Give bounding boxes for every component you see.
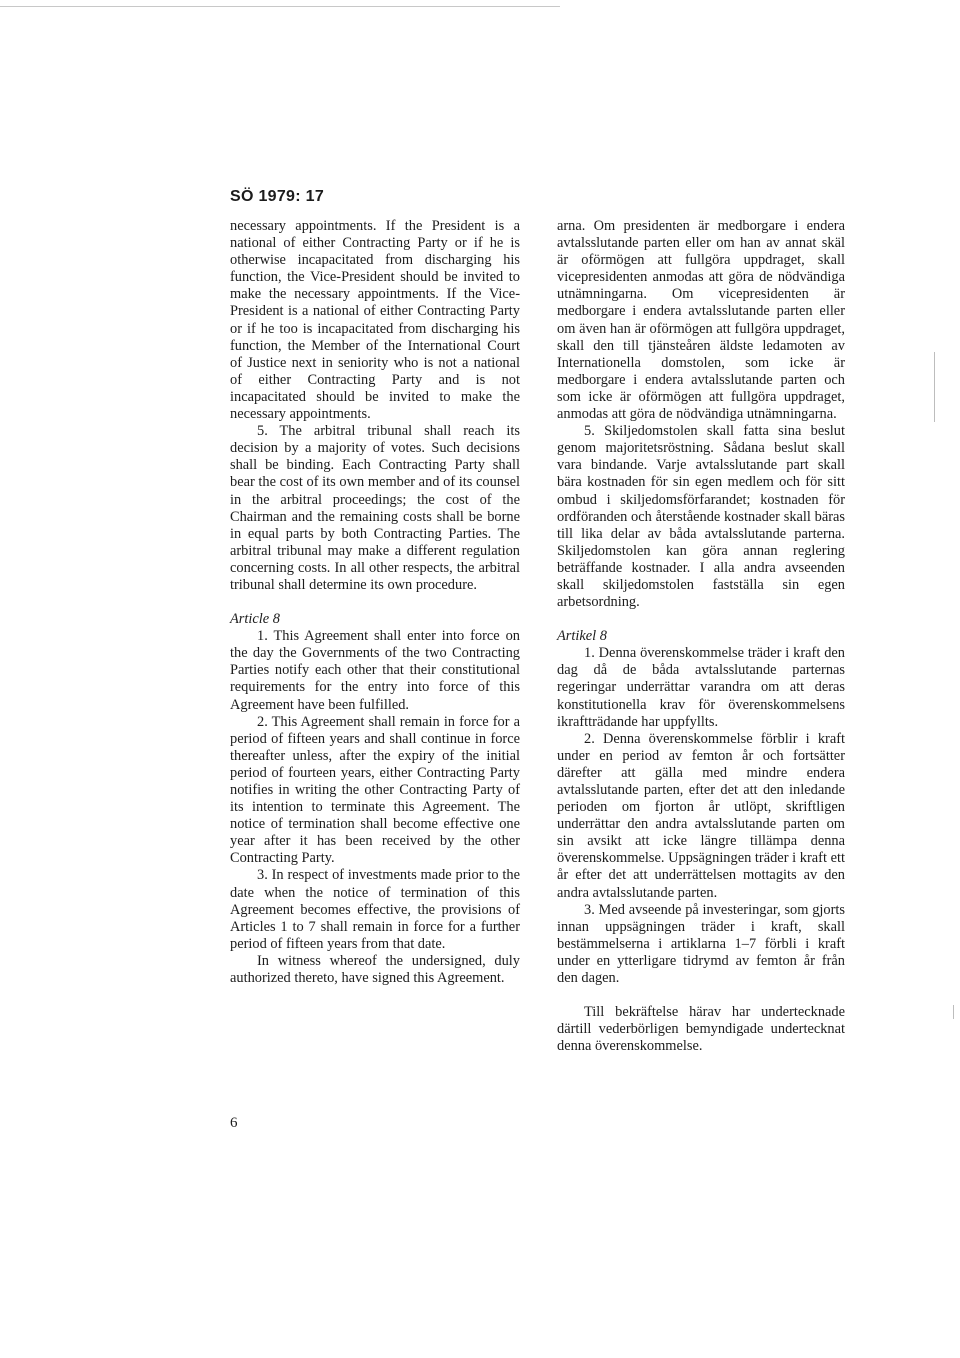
scan-edge-mark [953, 1005, 954, 1019]
scan-edge-mark [934, 352, 935, 422]
paragraph: 3. In respect of investments made prior to the date when the notice of termination of this Agreement becomes effective, the provisions of Articles 1 to 7 shall remain in force for a further period of fifteen years from that date. [230, 867, 520, 952]
swedish-column [557, 218, 845, 1055]
paragraph: arna. Om presidenten är medborgare i endera avtalsslutande parten eller om han av annat skäl är oförmögen att fullgöra uppdraget, skall vicepresidenten anmodas att göra de nödvändiga utnämningarna. Om vicepresidenten är medborgare i endera avtalsslutande parten eller om även han är oförmögen att fullgöra uppdraget, skall den till tjänsteåren äldste ledamoten av Internationella domstolen, som icke är medborgare i endera avtalsslutande parten och som icke är oförmögen att fullgöra uppdraget, anmodas att göra de nödvändiga utnämningarna. [557, 218, 845, 423]
scan-edge-line [0, 6, 560, 7]
article-heading: Article 8 [230, 611, 280, 628]
paragraph: In witness whereof the undersigned, duly authorized thereto, have signed this Agreement. [230, 952, 520, 987]
paragraph: Till bekräftelse härav har undertecknade därtill vederbörligen bemyndigade undertecknat denna överenskommelse. [557, 1004, 845, 1055]
spacer [557, 611, 845, 628]
spacer [230, 594, 520, 611]
article-heading: Artikel 8 [557, 628, 607, 645]
paragraph: 2. This Agreement shall remain in force for a period of fifteen years and shall continue in force thereafter unless, after the expiry of the initial period of fourteen years, either Contracting Party notifies in writing the other Contracting Party of its intention to terminate this Agreement. The notice of termination shall become effective one year after it has been received by the other Contracting Party. [230, 713, 520, 867]
paragraph: 3. Med avseende på investeringar, som gjorts innan uppsägningen träder i kraft, skall bestämmelserna i artiklarna 1–7 förbli i kraft under en ytterligare tidrymd av femton år från den dagen. [557, 901, 845, 987]
paragraph: 1. This Agreement shall enter into force on the day the Governments of the two Contracting Parties notify each other that their constitutional requirements for the entry into force of this Agreement have been fulfilled. [230, 628, 520, 713]
english-column [230, 218, 520, 987]
paragraph: 2. Denna överenskommelse förblir i kraft under en period av femton år och fortsätter därefter att gälla med mindre endera avtalsslutande parten, efter det att den inledande perioden om fjorton år utlöpt, skriftligen underrättar den andra avtalsslutande parten om sin avsikt att icke längre tillämpa denna överenskommelse. Uppsägningen träder i kraft ett år efter det att underrättelsen mottagits av den andra avtalsslutande parten. [557, 730, 845, 901]
spacer [557, 987, 845, 1004]
page-number: 6 [230, 1115, 238, 1131]
paragraph: necessary appointments. If the President is a national of either Contracting Party or if he is otherwise incapacitated from discharging his function, the Vice-President should be invited to make the necessary appointments. If the Vice-President is a national of either Contracting Party or if he too is incapacitated from discharging his function, the Member of the International Court of Justice next in seniority who is not a national of either Contracting Party and is not incapacitated should be invited to make the necessary appointments. [230, 218, 520, 423]
document-id: SÖ 1979: 17 [230, 188, 325, 205]
paragraph: 5. Skiljedomstolen skall fatta sina beslut genom majoritetsröstning. Sådana beslut skall vara bindande. Varje avtalsslutande part skall bära kostnaden för sin egen medlem och för sitt ombud i skiljedomsförfarandet; kostnaden för ordföranden och återstående kostnader skall bäras till lika delar av båda avtalsslutande parterna. Skiljedomstolen kan göra annan reglering beträffande kostnader. I alla andra avseenden skall skiljedomstolen fastställa sin egen arbetsordning. [557, 423, 845, 611]
paragraph: 1. Denna överenskommelse träder i kraft den dag då de båda avtalsslutande parternas regeringar underrättar varandra om att deras konstitutionella krav för överenskommelsens ikraftträdande har uppfyllts. [557, 645, 845, 730]
paragraph: 5. The arbitral tribunal shall reach its decision by a majority of votes. Such decisions shall be binding. Each Contracting Party shall bear the cost of its own member and of its counsel in the arbitral proceedings; the cost of the Chairman and the remaining costs shall be borne in equal parts by both Contracting Parties. The arbitral tribunal may make a different regulation concerning costs. In all other respects, the arbitral tribunal shall determine its own procedure. [230, 423, 520, 593]
